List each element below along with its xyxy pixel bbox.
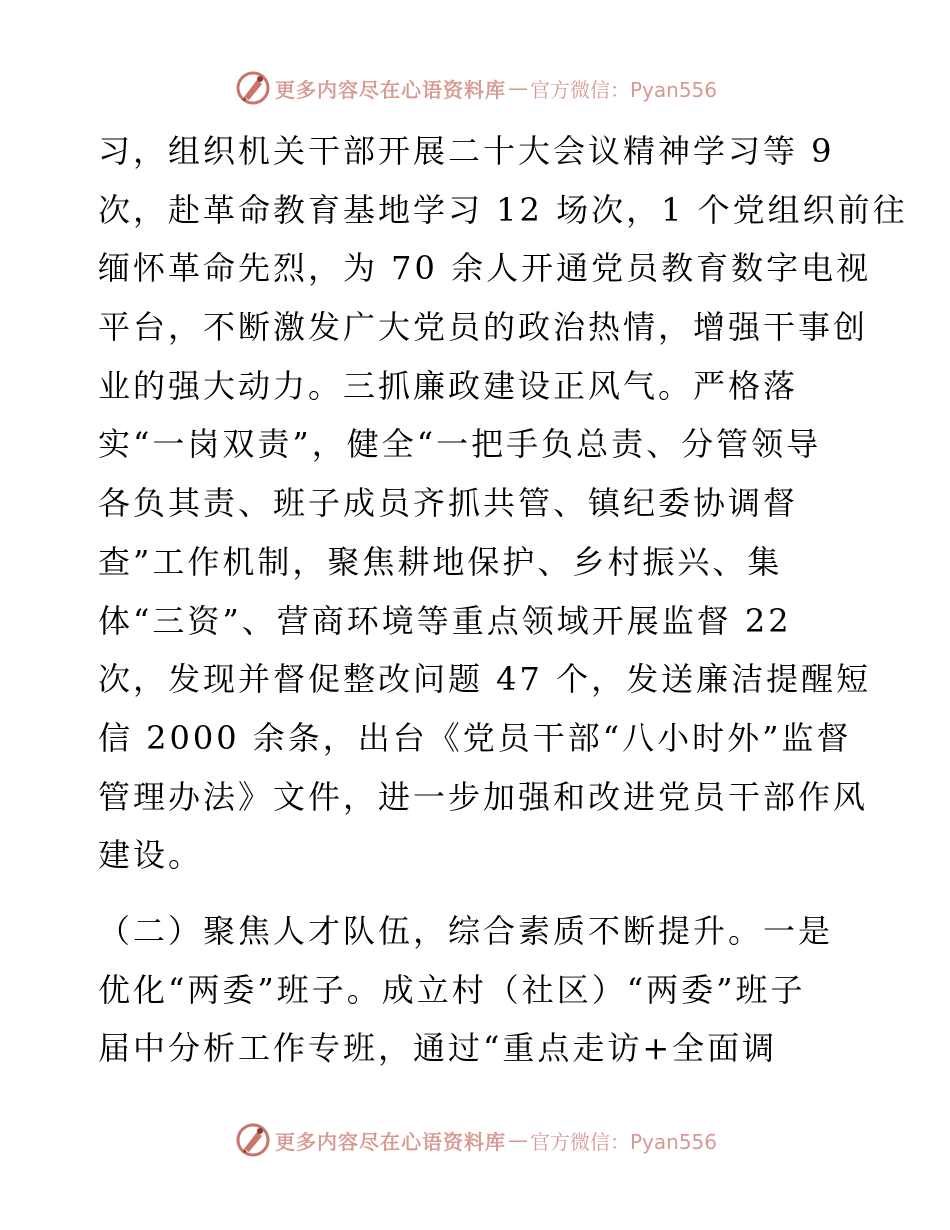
text-line: 届中分析工作专班，通过“重点走访+全面调 (98, 1029, 778, 1068)
header-watermark (235, 70, 755, 106)
text-line: 实“一岗双责”，健全“一把手负总责、分管领导 (98, 425, 822, 464)
text-line: 信 2000 余条，出台《党员干部“八小时外”监督 (98, 718, 852, 757)
text-line: 各负其责、班子成员齐抓共管、镇纪委协调督 (98, 484, 799, 523)
text-line: 平台，不断激发广大党员的政治热情，增强干事创 (98, 308, 869, 347)
watermark-sub-text: 官方微信：Pyan556 (530, 1129, 718, 1154)
pen-logo-icon (235, 1122, 271, 1158)
watermark-main-text: 更多内容尽在心语资料库 (275, 77, 506, 102)
watermark-sub-text: 官方微信：Pyan556 (530, 77, 718, 102)
watermark-dash: — (508, 1128, 528, 1152)
text-line: 习，组织机关干部开展二十大会议精神学习等 9 (98, 132, 835, 170)
text-line: 查”工作机制，聚焦耕地保护、乡村振兴、集 (98, 542, 783, 581)
text-line: 缅怀革命先烈，为 70 余人开通党员教育数字电视 (98, 249, 872, 288)
text-line: 次，发现并督促整改问题 47 个，发送廉洁提醒短 (98, 660, 872, 699)
watermark-dash: — (508, 76, 528, 100)
text-line: 管理办法》文件，进一步加强和改进党员干部作风 (98, 777, 869, 816)
text-line: 体“三资”、营商环境等重点领域开展监督 22 (98, 601, 792, 640)
footer-watermark (235, 1122, 755, 1158)
watermark-main-text: 更多内容尽在心语资料库 (275, 1129, 506, 1154)
text-line: （二）聚焦人才队伍，综合素质不断提升。一是 (98, 911, 834, 950)
text-line: 业的强大动力。三抓廉政建设正风气。严格落 (98, 366, 799, 405)
text-line: 优化“两委”班子。成立村（社区）“两委”班子 (98, 970, 806, 1009)
paragraph-2 (98, 902, 858, 1078)
paragraph-1 (98, 122, 908, 885)
text-line: 次，赴革命教育基地学习 12 场次，1 个党组织前往 (98, 190, 908, 229)
document-body (98, 122, 908, 1078)
text-line: 建设。 (98, 836, 204, 875)
pen-logo-icon (235, 70, 271, 106)
paragraph-spacer (98, 885, 858, 902)
